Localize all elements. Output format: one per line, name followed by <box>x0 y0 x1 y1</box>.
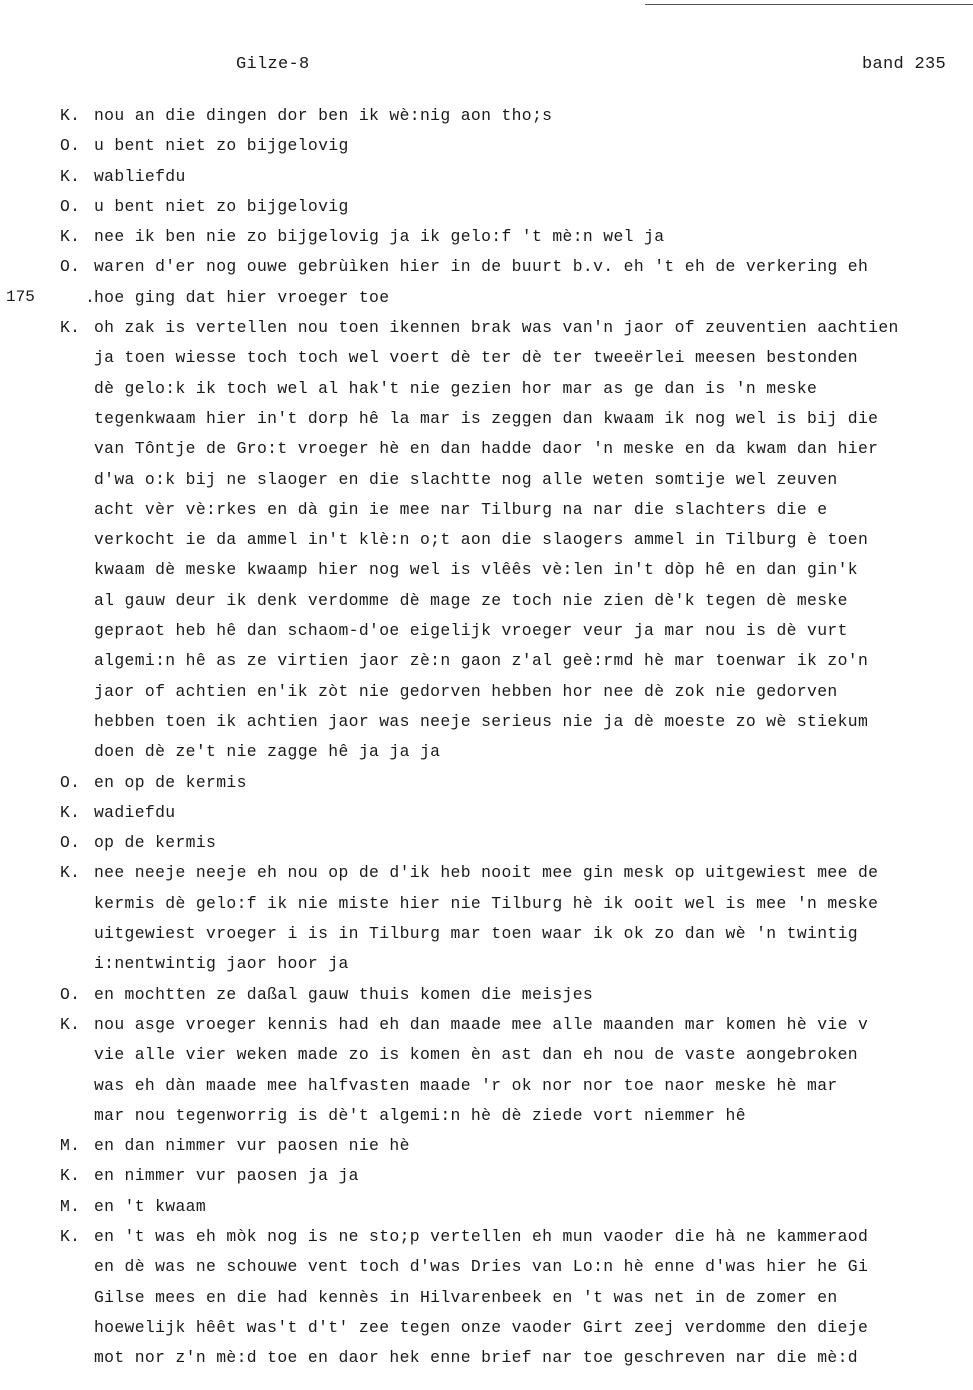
transcript-line <box>60 1283 965 1313</box>
utterance-text: op de kermis <box>94 833 217 853</box>
utterance-text: mar nou tegenworrig is dè't algemi:n hè dè ziede vort niemmer hê <box>94 1105 746 1125</box>
transcript-line <box>60 889 965 919</box>
utterance-text: van Tôntje de Gro:t vroeger hè en dan hadde daor 'n meske en da kwam dan hier <box>94 439 879 459</box>
transcript-line <box>60 1313 965 1343</box>
transcript-line <box>60 1222 965 1252</box>
transcript-line <box>60 858 965 888</box>
transcript-line <box>60 162 965 192</box>
transcript-line <box>60 434 965 464</box>
margin-line-number: 175 <box>6 288 35 306</box>
utterance-text: nee neeje neeje eh nou op de d'ik heb nooit mee gin mesk op uitgewiest mee de <box>94 863 879 883</box>
transcript-line <box>60 465 965 495</box>
speaker-label: O. <box>60 772 81 792</box>
utterance-text: wabliefdu <box>94 166 186 186</box>
speaker-label: M. <box>60 1136 81 1156</box>
speaker-label: O. <box>60 984 81 1004</box>
transcript-line <box>60 1131 965 1161</box>
utterance-text: nee ik ben nie zo bijgelovig ja ik gelo:f 't mè:n wel ja <box>94 227 665 247</box>
utterance-text: u bent niet zo bijgelovig <box>94 136 349 156</box>
speaker-label: O. <box>60 196 81 216</box>
utterance-text: hoe ging dat hier vroeger toe <box>94 287 390 307</box>
transcript-line <box>60 495 965 525</box>
transcript-line <box>60 586 965 616</box>
transcript-line <box>60 1040 965 1070</box>
utterance-text: i:nentwintig jaor hoor ja <box>94 954 349 974</box>
utterance-text: en mochtten ze daßal gauw thuis komen die meisjes <box>94 984 594 1004</box>
transcript-line <box>60 192 965 222</box>
utterance-text: en 't kwaam <box>94 1196 207 1216</box>
utterance-text: ja toen wiesse toch toch wel voert dè ter dè ter tweeërlei meesen bestonden <box>94 348 858 368</box>
utterance-text: en 't was eh mòk nog is ne sto;p vertellen eh mun vaoder die hà ne kammeraod <box>94 1226 869 1246</box>
speaker-label: M. <box>60 1196 81 1216</box>
tape-number: band 235 <box>862 55 947 74</box>
utterance-text: waren d'er nog ouwe gebrùìken hier in de buurt b.v. eh 't eh de verkering eh <box>94 257 869 277</box>
utterance-text: d'wa o:k bij ne slaoger en die slachtte nog alle weten somtije wel zeuven <box>94 469 838 489</box>
top-rule <box>645 4 973 5</box>
transcript-line <box>60 374 965 404</box>
utterance-text: tegenkwaam hier in't dorp hê la mar is zeggen dan kwaam ik nog wel is bij die <box>94 408 879 428</box>
speaker-label: K. <box>60 1226 81 1246</box>
utterance-text: nou asge vroeger kennis had eh dan maade mee alle maanden mar komen hè vie v <box>94 1014 869 1034</box>
utterance-text: en dan nimmer vur paosen nie hè <box>94 1136 410 1156</box>
margin-mark: . <box>85 287 96 307</box>
speaker-label: K. <box>60 227 81 247</box>
document-location-title: Gilze-8 <box>236 55 310 74</box>
utterance-text: oh zak is vertellen nou toen ikennen brak was van'n jaor of zeuventien aachtien <box>94 318 899 338</box>
speaker-label: K. <box>60 1014 81 1034</box>
utterance-text: vie alle vier weken made zo is komen èn ast dan eh nou de vaste aongebroken <box>94 1045 858 1065</box>
utterance-text: nou an die dingen dor ben ik wè:nig aon tho;s <box>94 106 553 125</box>
utterance-text: u bent niet zo bijgelovig <box>94 196 349 216</box>
utterance-text: mot nor z'n mè:d toe en daor hek enne brief nar toe geschreven nar die mè:d <box>94 1348 858 1368</box>
speaker-label: K. <box>60 166 81 186</box>
transcript-line <box>60 1010 965 1040</box>
transcript-line <box>60 980 965 1010</box>
transcript-line <box>60 1343 965 1373</box>
transcript-line <box>60 616 965 646</box>
transcript-line <box>60 707 965 737</box>
utterance-text: kwaam dè meske kwaamp hier nog wel is vlêês vè:len in't dòp hê en dan gin'k <box>94 560 858 580</box>
transcript-line <box>60 404 965 434</box>
utterance-text: was eh dàn maade mee halfvasten maade 'r ok nor nor toe naor meske hè mar <box>94 1075 838 1095</box>
utterance-text: acht vèr vè:rkes en dà gin ie mee nar Tilburg na nar die slachters die e <box>94 499 828 519</box>
transcript-line <box>60 1161 965 1191</box>
speaker-label: O. <box>60 136 81 156</box>
transcript-line <box>60 252 965 282</box>
utterance-text: dè gelo:k ik toch wel al hak't nie gezien hor mar as ge dan is 'n meske <box>94 378 818 398</box>
utterance-text: en dè was ne schouwe vent toch d'was Dries van Lo:n hè enne d'was hier he Gi <box>94 1257 869 1277</box>
speaker-label: O. <box>60 833 81 853</box>
speaker-label: K. <box>60 106 81 125</box>
speaker-label: K. <box>60 318 81 338</box>
utterance-text: verkocht ie da ammel in't klè:n o;t aon die slaogers ammel in Tilburg è toen <box>94 530 869 550</box>
transcript-line <box>60 283 965 313</box>
transcript-line <box>60 677 965 707</box>
transcript-line <box>60 525 965 555</box>
transcript-line <box>60 313 965 343</box>
speaker-label: K. <box>60 1166 81 1186</box>
speaker-label: O. <box>60 257 81 277</box>
transcript-line <box>60 646 965 676</box>
transcript-line <box>60 131 965 161</box>
utterance-text: wadiefdu <box>94 802 176 822</box>
transcript-line <box>60 343 965 373</box>
utterance-text: uitgewiest vroeger i is in Tilburg mar toen waar ik ok zo dan wè 'n twintig <box>94 924 858 944</box>
utterance-text: en nimmer vur paosen ja ja <box>94 1166 359 1186</box>
utterance-text: hoewelijk hêêt was't d't' zee tegen onze vaoder Girt zeej verdomme den dieje <box>94 1317 869 1337</box>
transcript-body <box>60 101 965 1373</box>
utterance-text: gepraot heb hê dan schaom-d'oe eigelijk vroeger veur ja mar nou is dè vurt <box>94 621 848 641</box>
transcript-line <box>60 222 965 252</box>
utterance-text: jaor of achtien en'ik zòt nie gedorven hebben hor nee dè zok nie gedorven <box>94 681 838 701</box>
utterance-text: al gauw deur ik denk verdomme dè mage ze toch nie zien dè'k tegen dè meske <box>94 590 848 610</box>
transcript-line <box>60 101 965 131</box>
utterance-text: doen dè ze't nie zagge hê ja ja ja <box>94 742 441 762</box>
transcript-line <box>60 1071 965 1101</box>
transcript-line <box>60 949 965 979</box>
transcript-line <box>60 1101 965 1131</box>
transcript-line <box>60 919 965 949</box>
transcript-line <box>60 768 965 798</box>
transcript-line <box>60 828 965 858</box>
speaker-label: K. <box>60 802 81 822</box>
utterance-text: kermis dè gelo:f ik nie miste hier nie Tilburg hè ik ooit wel is mee 'n meske <box>94 893 879 913</box>
transcript-line <box>60 1192 965 1222</box>
utterance-text: hebben toen ik achtien jaor was neeje serieus nie ja dè moeste zo wè stiekum <box>94 711 869 731</box>
utterance-text: en op de kermis <box>94 772 247 792</box>
utterance-text: algemi:n hê as ze virtien jaor zè:n gaon z'al geè:rmd hè mar toenwar ik zo'n <box>94 651 869 671</box>
speaker-label: K. <box>60 863 81 883</box>
transcript-line <box>60 555 965 585</box>
transcript-line <box>60 1252 965 1282</box>
transcript-line <box>60 798 965 828</box>
utterance-text: Gilse mees en die had kennès in Hilvarenbeek en 't was net in de zomer en <box>94 1287 838 1307</box>
transcript-line <box>60 737 965 767</box>
